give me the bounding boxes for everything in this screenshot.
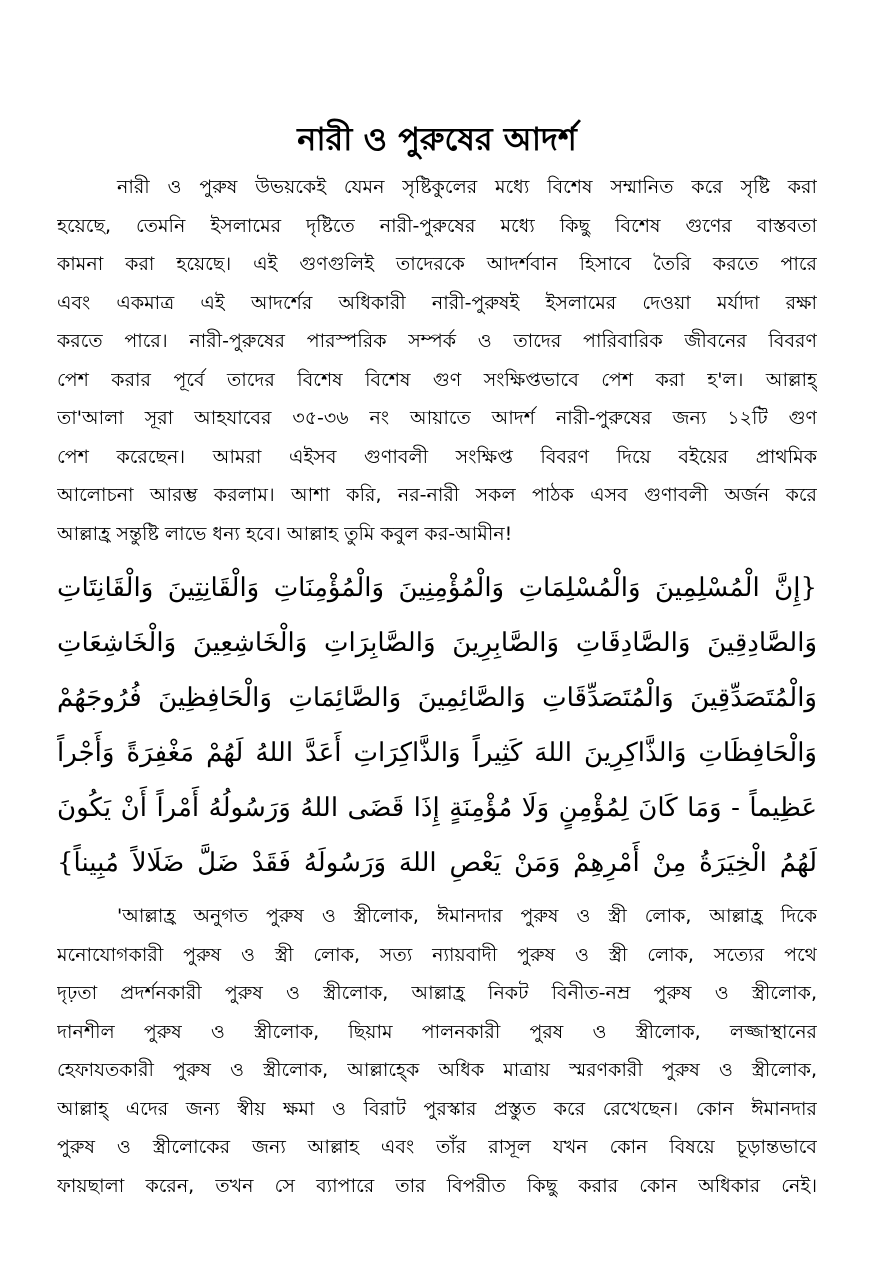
arabic-line: وَالْحَافِظَاتِ وَالذَّاكِرِينَ اللهَ كَثِيراً وَالذَّاكِرَاتِ أَعَدَّ اللهُ لَهُمْ مَغْفِرَةً وَأَجْراً	[57, 738, 817, 768]
arabic-line: وَالْمُتَصَدِّقِينَ وَالْمُتَصَدِّقَاتِ وَالصَّائِمِينَ وَالصَّائِمَاتِ وَالْحَافِظِينَ فُرُوجَهُمْ	[57, 683, 817, 713]
text-line: 'আল্লাহ্র অনুগত পুরুষ ও স্ত্রীলোক, ঈমানদার পুরুষ ও স্ত্রী লোক, আল্লাহ্র দিকে	[117, 905, 817, 927]
arabic-line: وَالصَّادِقِينَ وَالصَّادِقَاتِ وَالصَّابِرِينَ وَالصَّابِرَاتِ وَالْخَاشِعِينَ وَالْخَاشِعَاتِ	[57, 628, 817, 658]
text-line: নারী ও পুরুষ উভয়কেই যেমন সৃষ্টিকুলের মধ্যে বিশেষ সম্মানিত করে সৃষ্টি করা	[117, 176, 817, 198]
page-title: নারী ও পুরুষের আদর্শ	[297, 120, 577, 158]
text-line: দৃঢ়তা প্রদর্শনকারী পুরুষ ও স্ত্রীলোক, আল্লাহ্র নিকট বিনীত-নম্র পুরুষ ও স্ত্রীলোক,	[57, 982, 817, 1004]
text-line: পেশ করেছেন। আমরা এইসব গুণাবলী সংক্ষিপ্ত বিবরণ দিয়ে বইয়ের প্রাথমিক	[57, 445, 817, 468]
text-line: আল্লাহ্র সন্তুষ্টি লাভে ধন্য হবে। আল্লাহ তুমি কবুল কর-আমীন!	[57, 522, 513, 545]
translation-paragraph	[57, 897, 817, 1205]
text-line: কামনা করা হয়েছে। এই গুণগুলিই তাদেরকে আদর্শবান হিসাবে তৈরি করতে পারে	[57, 253, 817, 275]
text-line: পুরুষ ও স্ত্রীলোকের জন্য আল্লাহ এবং তাঁর রাসূল যখন কোন বিষয়ে চূড়ান্তভাবে	[57, 1136, 817, 1158]
text-line: ফায়ছালা করেন, তখন সে ব্যাপারে তার বিপরীত কিছু করার কোন অধিকার নেই।	[57, 1174, 817, 1197]
text-line: পেশ করার পূর্বে তাদের বিশেষ বিশেষ গুণ সংক্ষিপ্তভাবে পেশ করা হ'ল। আল্লাহ্	[57, 368, 817, 391]
arabic-line: لَهُمُ الْخِيَرَةُ مِنْ أَمْرِهِمْ وَمَنْ يَعْصِ اللهَ وَرَسُولَهُ فَقَدْ ضَلَّ ضَلَالاً مُبِيناً}	[57, 848, 817, 878]
text-line: তা'আলা সূরা আহযাবের ৩৫-৩৬ নং আয়াতে আদর্শ নারী-পুরুষের জন্য ১২টি গুণ	[57, 407, 817, 429]
arabic-line: {إِنَّ الْمُسْلِمِينَ وَالْمُسْلِمَاتِ وَالْمُؤْمِنِينَ وَالْمُؤْمِنَاتِ وَالْقَانِتِينَ وَالْقَانِتَاتِ	[57, 573, 817, 603]
text-line: হেফাযতকারী পুরুষ ও স্ত্রীলোক, আল্লাহ্কে অধিক মাত্রায় স্মরণকারী পুরুষ ও স্ত্রীলোক,	[57, 1059, 817, 1081]
text-line: আলোচনা আরম্ভ করলাম। আশা করি, নর-নারী সকল পাঠক এসব গুণাবলী অর্জন করে	[57, 484, 817, 506]
text-line: করতে পারে। নারী-পুরুষের পারস্পরিক সম্পর্ক ও তাদের পারিবারিক জীবনের বিবরণ	[57, 330, 817, 352]
text-line: হয়েছে, তেমনি ইসলামের দৃষ্টিতে নারী-পুরুষের মধ্যে কিছু বিশেষ গুণের বাস্তবতা	[57, 214, 817, 237]
text-line: দানশীল পুরুষ ও স্ত্রীলোক, ছিয়াম পালনকারী পুরষ ও স্ত্রীলোক, লজ্জাস্থানের	[57, 1020, 817, 1043]
intro-paragraph	[57, 168, 817, 553]
text-line: মনোযোগকারী পুরুষ ও স্ত্রী লোক, সত্য ন্যায়বাদী পুরুষ ও স্ত্রী লোক, সত্যের পথে	[57, 943, 817, 966]
text-line: আল্লাহ্ এদের জন্য স্বীয় ক্ষমা ও বিরাট পুরস্কার প্রস্তুত করে রেখেছেন। কোন ঈমানদার	[57, 1097, 817, 1120]
arabic-line: عَظِيماً - وَمَا كَانَ لِمُؤْمِنٍ وَلَا مُؤْمِنَةٍ إِذَا قَضَى اللهُ وَرَسُولُهُ أَمْراً أَنْ يَكُونَ	[57, 793, 817, 823]
document-page	[57, 110, 817, 1205]
arabic-verse-block	[57, 561, 817, 891]
text-line: এবং একমাত্র এই আদর্শের অধিকারী নারী-পুরুষই ইসলামের দেওয়া মর্যাদা রক্ষা	[57, 291, 817, 314]
